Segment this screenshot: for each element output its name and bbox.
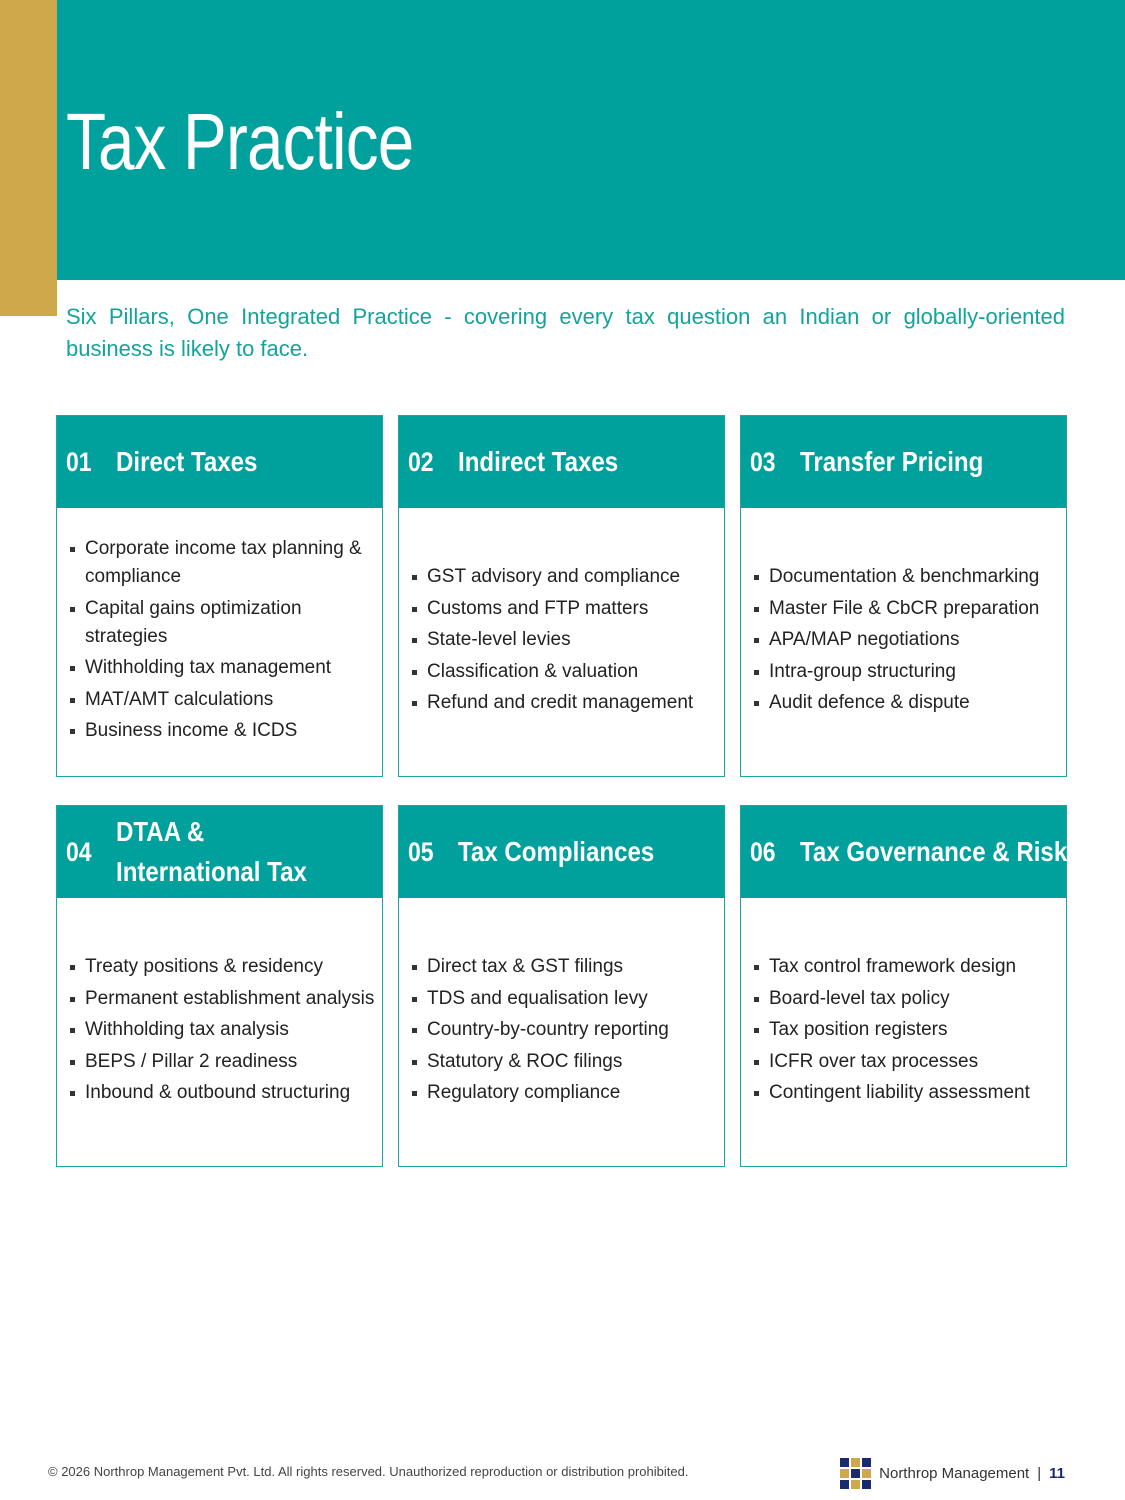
pillar-item: Permanent establishment analysis (69, 985, 374, 1013)
northrop-logo-icon (840, 1458, 871, 1489)
pillar-title: Transfer Pricing (800, 446, 984, 477)
pillar-item-list (753, 953, 1030, 1111)
pillar-card-dtaa-international-tax (56, 805, 383, 1167)
pillar-item: Capital gains optimization strategies (69, 595, 376, 651)
page-subtitle: Six Pillars, One Integrated Practice - covering every tax question an Indian or globally-oriented business is likely to face. (66, 304, 1065, 361)
pillar-card-header (399, 416, 724, 508)
footer-separator: | (1037, 1465, 1042, 1482)
pillar-card-body (57, 508, 382, 776)
page-number: 11 (1049, 1465, 1065, 1482)
pillar-item: GST advisory and compliance (411, 563, 693, 591)
pillar-card-header (741, 806, 1066, 898)
pillar-item: ICFR over tax processes (753, 1048, 1030, 1076)
pillar-item: Withholding tax management (69, 654, 376, 682)
pillar-item: Contingent liability assessment (753, 1079, 1030, 1107)
pillar-item: BEPS / Pillar 2 readiness (69, 1048, 374, 1076)
pillar-item: Country-by-country reporting (411, 1016, 669, 1044)
pillar-item-list (69, 535, 376, 749)
pillar-number: 02 (408, 446, 434, 477)
pillar-item: Inbound & outbound structuring (69, 1079, 374, 1107)
pillar-item: Tax position registers (753, 1016, 1030, 1044)
pillar-item: Intra-group structuring (753, 658, 1039, 686)
pillar-title: Indirect Taxes (458, 446, 619, 477)
pillar-card-body (399, 508, 724, 776)
footer-brand-name: Northrop Management (879, 1465, 1030, 1482)
pillar-item: Classification & valuation (411, 658, 693, 686)
pillar-item: Direct tax & GST filings (411, 953, 669, 981)
pillar-card-body (741, 508, 1066, 776)
pillar-card-body (57, 898, 382, 1166)
pillar-title: Tax Compliances (458, 836, 655, 867)
pillar-item: Regulatory compliance (411, 1079, 669, 1107)
pillar-number: 01 (66, 446, 92, 477)
pillar-card-transfer-pricing (740, 415, 1067, 777)
pillar-card-body (399, 898, 724, 1166)
pillar-item: Corporate income tax planning & compliance (69, 535, 376, 591)
pillar-title: Tax Governance & Risk (800, 836, 1068, 867)
pillar-item: Board-level tax policy (753, 985, 1030, 1013)
footer-brand (840, 1458, 1065, 1489)
pillar-item: Audit defence & dispute (753, 689, 1039, 717)
pillar-item: Withholding tax analysis (69, 1016, 374, 1044)
pillar-item: Customs and FTP matters (411, 595, 693, 623)
pillar-item: Business income & ICDS (69, 717, 376, 745)
page-title: Tax Practice (66, 97, 414, 186)
pillar-card-header (399, 806, 724, 898)
gold-accent-bar (0, 0, 57, 316)
pillar-card-header (57, 806, 382, 898)
pillar-title: Direct Taxes (116, 446, 258, 477)
footer-copyright: © 2026 Northrop Management Pvt. Ltd. All rights reserved. Unauthorized reproduction or distribution prohibited. (48, 1464, 689, 1479)
pillar-item: Statutory & ROC filings (411, 1048, 669, 1076)
pillar-item: Treaty positions & residency (69, 953, 374, 981)
pillar-item: State-level levies (411, 626, 693, 654)
pillar-card-header (57, 416, 382, 508)
pillar-item: MAT/AMT calculations (69, 686, 376, 714)
pillar-number: 03 (750, 446, 776, 477)
pillar-number: 05 (408, 836, 434, 867)
pillar-item: TDS and equalisation levy (411, 985, 669, 1013)
pillar-item-list (753, 563, 1039, 721)
pillar-title: DTAA & International Tax (116, 816, 307, 887)
pillar-card-direct-taxes (56, 415, 383, 777)
pillar-item: Master File & CbCR preparation (753, 595, 1039, 623)
pillar-number: 04 (66, 836, 92, 867)
pillar-item: Documentation & benchmarking (753, 563, 1039, 591)
pillar-item-list (411, 953, 669, 1111)
pillar-item: APA/MAP negotiations (753, 626, 1039, 654)
pillar-item: Tax control framework design (753, 953, 1030, 981)
pillar-item: Refund and credit management (411, 689, 693, 717)
pillar-item-list (69, 953, 374, 1111)
pillar-card-tax-governance-risk (740, 805, 1067, 1167)
pillar-card-header (741, 416, 1066, 508)
pillar-card-tax-compliances (398, 805, 725, 1167)
pillar-card-indirect-taxes (398, 415, 725, 777)
pillar-card-body (741, 898, 1066, 1166)
pillar-item-list (411, 563, 693, 721)
pillar-number: 06 (750, 836, 776, 867)
